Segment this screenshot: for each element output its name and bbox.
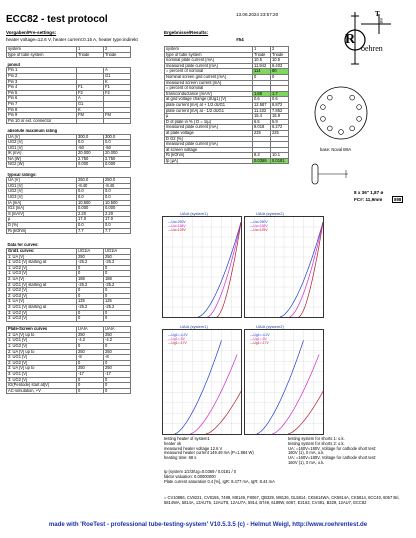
- left_table-cell: FM: [104, 113, 131, 119]
- base-dims: 8 x 36" 1,87 ø: [354, 190, 384, 195]
- right_table-cell: 0.6: [253, 97, 271, 103]
- left_table-cell: 0.0: [104, 195, 131, 201]
- left_table-cell: 0: [104, 271, 131, 277]
- left_table-cell: 1: UG1 [V] starting at: [7, 260, 77, 266]
- base-pin: [350, 126, 355, 131]
- left_table-cell: -25.2: [77, 282, 104, 288]
- left_table-cell: 0: [104, 293, 131, 299]
- chart1-legend-2: —Ua=188V: [168, 224, 186, 228]
- right_table-cell: 225: [271, 130, 289, 136]
- left_table-cell: F1: [104, 85, 131, 91]
- right_table-cell: 11.942: [253, 63, 271, 69]
- left_table-cell: 7.7: [104, 228, 131, 234]
- left_table-cell: 125: [77, 299, 104, 305]
- left_table-cell: -25.2: [77, 304, 104, 310]
- left_table-cell: 1: UA [V]: [7, 254, 77, 260]
- chart3-title: UAIA (system1): [180, 324, 208, 329]
- heater-info-line: heater ok: [164, 440, 182, 446]
- chart-curve: [206, 369, 241, 435]
- left_table-cell: 0: [77, 377, 104, 383]
- left_table-cell: K: [77, 107, 104, 113]
- left_table-cell: µ: [7, 217, 77, 223]
- chart2-legend-3: —Ua=125V: [250, 228, 268, 232]
- left_table-cell: 250: [77, 332, 104, 338]
- chart4-legend-2: —Ug1=-8V: [250, 337, 267, 341]
- left_table-cell: S [mA/V]: [7, 211, 77, 217]
- footer-credit: made with 'RoeTest - professional tube-testing-system' V10.5.3.5 (c) - Helmut Weigl, http://www.roehrentest.de: [48, 521, 368, 528]
- left_table-cell: Pin 1: [7, 68, 77, 74]
- base-pin: [327, 126, 332, 131]
- left_table-cell: 2: UG1 [V] starting at: [7, 282, 77, 288]
- test-datetime: 13.06.2024 23:57:20: [236, 12, 279, 17]
- left_table-cell: 0: [77, 360, 104, 366]
- left_table-cell: 3: UG1 [V]: [7, 372, 77, 378]
- left_table-cell: 17.0: [104, 217, 131, 223]
- left_table-cell: 0.000: [77, 206, 104, 212]
- left_table-cell: 250: [77, 254, 104, 260]
- left_table-cell: 0: [77, 344, 104, 350]
- right_table-cell: µ: [165, 114, 253, 120]
- chart4-legend-3: —Ug1=-17V: [250, 341, 269, 345]
- chart4-title: UAIA (system2): [256, 324, 284, 329]
- left_table-cell: A: [77, 96, 104, 102]
- right_table-cell: 6.272: [271, 125, 289, 131]
- left_table-cell: 0: [77, 310, 104, 316]
- left_table-cell: Data for curves:: [7, 243, 39, 248]
- results-table-wrap: [164, 46, 289, 164]
- chart4-legend-1: —Ug1=-4.2V: [250, 333, 270, 337]
- base-pin: [350, 95, 355, 100]
- left_table-cell: Ri [kOhm]: [7, 228, 77, 234]
- left_table-cell: 250.0: [104, 178, 131, 184]
- right_table-cell: 0.0181: [271, 158, 289, 164]
- left_table-cell: UG1 [V]: [7, 145, 77, 151]
- chart3-legend-2: —Ug1=-8V: [168, 337, 185, 341]
- base-fc: FC#: 11,9mm: [354, 197, 383, 202]
- logo-text-main: oehren: [361, 44, 383, 53]
- left_table-cell: 250: [104, 254, 131, 260]
- left_table-cell: 1: UG1 [V]: [7, 338, 77, 344]
- plate-curve-chart-system1: [162, 329, 242, 435]
- right_table-cell: tp [µA]: [165, 158, 253, 164]
- left_table-cell: UAIA: [104, 327, 131, 333]
- equivalent-tubes: = CV10886, CV8221, CV8155, 7489, M8149, F8067, QB329, M8136, GL5814, CK5814WA, CK5814A, CK5814, 6CC40, 6067 Bri, 5814WA, 5814A, 12AUT5, 12AUT8, 12AU7A, 5814, B749, 6189W, 6067, E2163, CV491, B329, 12AU7, ECC82: [164, 495, 400, 505]
- chart1-legend-1: —Ua=250V: [168, 220, 186, 224]
- base-pin: [357, 116, 362, 121]
- chart2-legend-2: —Ua=188V: [250, 224, 268, 228]
- left_table-cell: 1: UA [V] up to: [7, 332, 77, 338]
- base-code: 898: [394, 197, 402, 202]
- left_table-cell: 250: [104, 332, 131, 338]
- left_table-cell: 2: [104, 47, 131, 53]
- left_table-cell: 17.0: [77, 217, 104, 223]
- heater-info-line: testing heater of system1: [164, 436, 210, 441]
- left_table-cell: 0: [104, 310, 131, 316]
- right_table-cell: 1.7: [271, 91, 289, 97]
- left_table-cell: 0.0: [104, 189, 131, 195]
- left_table-cell: 0.0: [104, 223, 131, 229]
- left_table-cell: 3: UG3 [V]: [7, 316, 77, 322]
- left_table-cell: 3: UG1 [V] starting at: [7, 304, 77, 310]
- left_table-cell: 2: UG3 [V]: [7, 293, 77, 299]
- left_table-cell: 2: UA [V] up to: [7, 349, 77, 355]
- left_table-cell: -50: [104, 145, 131, 151]
- chart1-title: UAIA (system1): [180, 211, 208, 216]
- left-data-table: [6, 46, 131, 394]
- logo-letter-r: R: [345, 32, 356, 47]
- left_table-cell: 2: UG1 [V]: [7, 355, 77, 361]
- right_table-cell: 8.3: [253, 153, 271, 159]
- right_table-cell: D of plate in % ( D = 1/µ): [165, 119, 253, 125]
- right_table-cell: Triode: [253, 52, 271, 58]
- left_table-cell: 3: UG2 [V]: [7, 377, 77, 383]
- base-pin: [357, 105, 362, 110]
- logo-letter-t: T: [375, 10, 380, 18]
- left_table-cell: Grid1 curves:: [7, 248, 77, 254]
- left_table-cell: -50: [77, 145, 104, 151]
- shorts-info-line: testing system for shorts 2: o.k.: [288, 440, 345, 446]
- left_table-cell: 0: [77, 383, 104, 389]
- right_table-cell: plate current [mA] at + 1/2 dUG1: [165, 102, 253, 108]
- left_table-cell: Plate-Screen curves: [7, 327, 77, 333]
- left_table-cell: UAIA: [77, 327, 104, 333]
- right_table-cell: plate current [mA] at - 1/2 dUG1: [165, 108, 253, 114]
- left_table-cell: UA [V]: [7, 134, 77, 140]
- valuation-info-line: Ip (system 1/2/3/Ug=0.0369 / 0.0181 / 0: [164, 469, 237, 474]
- left_table-cell: NG2 [W]: [7, 162, 77, 168]
- left_table-cell: -8: [77, 355, 104, 361]
- left_table-cell: 0.0: [77, 189, 104, 195]
- right_table-cell: 8.872: [271, 102, 289, 108]
- right_table-cell: type of tube system: [165, 52, 253, 58]
- left_table-cell: 0.000: [104, 162, 131, 168]
- left_table-cell: IA [mA]: [7, 200, 77, 206]
- left_table-cell: 250: [77, 349, 104, 355]
- left_table-cell: UG3 [V]: [7, 195, 77, 201]
- left_table-cell: 7.7: [77, 228, 104, 234]
- left_table-cell: F1: [77, 85, 104, 91]
- left_table-cell: FM: [77, 113, 104, 119]
- left_table-cell: IG2 [mA]: [7, 206, 77, 212]
- left_table-cell: 0: [77, 316, 104, 322]
- left_table-cell: UG1 [V]: [7, 183, 77, 189]
- left_table-cell: -4.2: [77, 338, 104, 344]
- left_table-cell: 0: [104, 288, 131, 294]
- left_table-cell: -8.40: [104, 183, 131, 189]
- right_table-cell: 7.852: [271, 108, 289, 114]
- chart-curve: [257, 340, 304, 434]
- left_table-cell: 20.000: [104, 151, 131, 157]
- left_table-cell: 0.0: [104, 140, 131, 146]
- left_table-cell: 0: [104, 383, 131, 389]
- left_table-cell: 1: UG3 [V]: [7, 271, 77, 277]
- left_table-cell: 0: [77, 293, 104, 299]
- heater-info-line: heating time: 68 s: [164, 455, 197, 461]
- left_table-cell: -8.40: [77, 183, 104, 189]
- left_table-cell: 2: UG2 [V]: [7, 360, 77, 366]
- left_table-cell: Pin 7: [7, 101, 77, 107]
- right_table-cell: 225: [253, 130, 271, 136]
- right_table-cell: 15.4: [253, 114, 271, 120]
- tube-outline-drawing: [310, 160, 352, 188]
- left_table-cell: 250.0: [77, 178, 104, 184]
- left_table-cell: 300.0: [104, 134, 131, 140]
- left_table-cell: 3: UA [V]: [7, 299, 77, 305]
- shorts-info-line: 160V (1), 0 mA, o.k.: [288, 459, 325, 465]
- right_table-cell: Nominal screen grid current [mA]: [165, 74, 253, 80]
- presettings-text: heater voltage=12.6 V, heater current:0.15 A, heater type:indirekt: [6, 37, 138, 42]
- grid-curve-chart-system1: [162, 216, 242, 318]
- right_table-cell: = percent of nominal: [165, 86, 253, 92]
- left_table-cell: Pin 9: [7, 113, 77, 119]
- base-pin: [327, 95, 332, 100]
- right_table-cell: 16.9: [271, 114, 289, 120]
- left_table-cell: 0: [77, 388, 104, 394]
- left_table-cell: Pin 3: [7, 79, 77, 85]
- left_table-cell: -25.2: [104, 282, 131, 288]
- left_table-cell: 0.0: [77, 140, 104, 146]
- left_table-cell: pinout: [7, 62, 21, 67]
- chart3-legend-3: —Ug1=-17V: [168, 341, 187, 345]
- left_table-cell: Pin 10 or ext. connector: [7, 118, 77, 124]
- right_table-cell: at screen voltage: [165, 147, 253, 153]
- left_table-cell: K: [104, 79, 131, 85]
- right_table-cell: 114: [253, 69, 271, 75]
- right_table-cell: 5.9: [271, 119, 289, 125]
- left_table-cell: 0.000: [77, 162, 104, 168]
- results-table: [164, 46, 289, 164]
- left_table-cell: -17: [104, 372, 131, 378]
- left_table-cell: 0.000: [104, 206, 131, 212]
- left_table-cell: 0: [104, 344, 131, 350]
- left_table-cell: typical ratings:: [7, 172, 37, 177]
- right_table-cell: measured plate current [mA]: [165, 63, 253, 69]
- logo-text-top: est: [378, 18, 383, 24]
- right_table-cell: transconductance [mA/V]: [165, 91, 253, 97]
- right_table-cell: 10.1: [271, 153, 289, 159]
- left_table-cell: 0: [104, 360, 131, 366]
- left_table-cell: Triode: [104, 52, 131, 58]
- right_table-cell: 0: [271, 74, 289, 80]
- left_table-cell: 2.750: [104, 156, 131, 162]
- right_table-cell: 1.88: [253, 91, 271, 97]
- left_table-cell: D [%]: [7, 223, 77, 229]
- left_table-cell: UG1IA: [77, 248, 104, 254]
- right_table-cell: 0.6: [271, 97, 289, 103]
- right_table-cell: at grid voltage change (dUg1) [V]: [165, 97, 253, 103]
- left_table-cell: 2.20: [77, 211, 104, 217]
- left_table-cell: 10.500: [77, 200, 104, 206]
- shorts-info-line: UA: =160V=180V, Voltage for cathode short test:: [288, 445, 377, 451]
- shorts-info: [288, 437, 376, 466]
- chart-curve: [280, 222, 323, 317]
- left_table-cell: NA [W]: [7, 156, 77, 162]
- chart-curve: [272, 354, 319, 434]
- left_table-cell: 0.0: [77, 223, 104, 229]
- chart2-title: UAIA (system2): [256, 211, 284, 216]
- left_table-cell: F2: [104, 90, 131, 96]
- left_table-cell: G1: [104, 73, 131, 79]
- left_table-cell: Triode: [77, 52, 104, 58]
- chart-curve: [198, 222, 241, 317]
- right_table-cell: 1: [253, 47, 271, 53]
- left_table-cell: UG2 [V]: [7, 189, 77, 195]
- left_table-cell: 0: [77, 271, 104, 277]
- left_table-cell: 1: UG2 [V]: [7, 265, 77, 271]
- right_table-cell: 80: [271, 69, 289, 75]
- right_table-cell: measured plate current [mA]: [165, 142, 253, 148]
- left_table-cell: 0.0: [77, 195, 104, 201]
- left_table-cell: 0: [104, 316, 131, 322]
- right_table-cell: system: [165, 47, 253, 53]
- shorts-info-line: UA: =160V=180V, Voltage for cathode short test:: [288, 455, 377, 461]
- left_table-cell: 0: [77, 288, 104, 294]
- left_table-cell: -25.2: [104, 260, 131, 266]
- plate-curve-chart-system2: [244, 329, 324, 435]
- left_table-cell: Pin 2: [7, 73, 77, 79]
- right_table-cell: Triode: [271, 52, 289, 58]
- chart1-legend-3: —Ua=125V: [168, 228, 186, 232]
- left_table-cell: 188: [77, 276, 104, 282]
- right_table-cell: 12.587: [253, 102, 271, 108]
- left_table-cell: Pin 5: [7, 90, 77, 96]
- right_table-cell: measured plate current [mA]: [165, 125, 253, 131]
- left_table-cell: 2: UA [V]: [7, 276, 77, 282]
- left_table-cell: 0: [104, 377, 131, 383]
- left_table-cell: UG1IA: [104, 248, 131, 254]
- shorts-info-line: 160V (1), 0 mA, o.k.: [288, 450, 325, 456]
- left_table-cell: -4.2: [104, 338, 131, 344]
- right_table-cell: 2: [271, 47, 289, 53]
- left_table-cell: 0: [104, 388, 131, 394]
- left_table-cell: Pin 8: [7, 107, 77, 113]
- left_table-cell: 1: UG2 [V]: [7, 344, 77, 350]
- left_table-cell: 20.000: [77, 151, 104, 157]
- valuation-info: [164, 470, 275, 484]
- shorts-info-line: testing system for shorts 1: o.k.: [288, 436, 345, 441]
- grid-curve-chart-system2: [244, 216, 324, 318]
- left_table-cell: 2.750: [77, 156, 104, 162]
- left_table-cell: 1: [77, 47, 104, 53]
- chart-curve: [190, 354, 237, 434]
- left-data-table-wrap: [6, 46, 131, 394]
- right_table-cell: = percent of nominal: [165, 69, 253, 75]
- right_table-row: [165, 158, 289, 164]
- left_table-cell: -25.2: [77, 260, 104, 266]
- left_table-cell: F2: [77, 90, 104, 96]
- left_table-cell: AC-simulation, +V: [7, 388, 77, 394]
- valuation-info-line: Plate current saturation 0.4 [%], IgR: 8.477 mA, IgR: 8.44 mA: [164, 478, 275, 484]
- left_table-cell: 250: [77, 366, 104, 372]
- base-pin: [321, 116, 326, 121]
- left_table-cell: -17: [77, 372, 104, 378]
- chart-curve: [288, 369, 323, 435]
- right_table-cell: 11.432: [253, 108, 271, 114]
- left_table-cell: G1: [77, 101, 104, 107]
- left_table-cell: 0: [77, 265, 104, 271]
- left_table-cell: 2: UG2 [V]: [7, 288, 77, 294]
- left_table-cell: 10.500: [104, 200, 131, 206]
- right_table-cell: nominal plate current [mA]: [165, 58, 253, 64]
- left_table-cell: absolute maximum rating: [7, 128, 58, 133]
- noval-base-diagram: [308, 80, 374, 146]
- left_table-cell: type of tube system: [7, 52, 77, 58]
- right_table-cell: measured screen current [mA]: [165, 80, 253, 86]
- base-pin: [339, 130, 344, 135]
- chart3-legend-1: —Ug1=-4.2V: [168, 333, 188, 337]
- heater-info-line: measured heater current 149.49 mA (P=1.884 W): [164, 450, 254, 456]
- chart-curve: [175, 340, 222, 434]
- right_table-cell: 8.402: [271, 63, 289, 69]
- right_table-cell: 6.5: [253, 119, 271, 125]
- right_table-cell: at plate voltage: [165, 130, 253, 136]
- right_table-cell: 0.0369: [253, 158, 271, 164]
- left_table-cell: 300.0: [77, 134, 104, 140]
- right_table-cell: 9.018: [253, 125, 271, 131]
- right_table-cell: D G2 [%]: [165, 136, 253, 142]
- left_table-cell: A: [104, 68, 131, 74]
- left_table-cell: UG2 [V]: [7, 140, 77, 146]
- left_table-cell: IG(Pentode) start at[V]: [7, 383, 77, 389]
- roetest-logo: [343, 8, 399, 68]
- left_table-cell: Pin 6: [7, 96, 77, 102]
- base-label: base: Noval B9A: [320, 147, 352, 152]
- left_table-cell: 3: UG2 [V]: [7, 310, 77, 316]
- left_table-cell: system: [7, 47, 77, 53]
- right_table-cell: 0: [253, 74, 271, 80]
- right_table-cell: 10.5: [271, 58, 289, 64]
- chart2-legend-1: —Ua=250V: [250, 220, 268, 224]
- left_table-cell: -25.2: [104, 304, 131, 310]
- presettings-heading: Vorgaben/Pre-settings:: [6, 30, 57, 35]
- left_table-cell: 3: UA [V] up to: [7, 366, 77, 372]
- valuation-info-line: faktor valuation: 0.00000000: [164, 473, 216, 479]
- left_table-cell: Pin 4: [7, 85, 77, 91]
- left_table-cell: 2.20: [104, 211, 131, 217]
- left_table-cell: UA [V]: [7, 178, 77, 184]
- left_table-cell: -8: [104, 355, 131, 361]
- left_table-cell: IK [mA]: [7, 151, 77, 157]
- left_table-cell: 0: [104, 265, 131, 271]
- results-heading: Ergebnisse/Results:: [164, 30, 209, 35]
- left_table-cell: 125: [104, 299, 131, 305]
- base-pin: [321, 105, 326, 110]
- left_table-row: [7, 388, 131, 394]
- heater-info: [164, 437, 254, 461]
- left_table-cell: 250: [104, 366, 131, 372]
- left_table-cell: 250: [104, 349, 131, 355]
- right_table-cell: Ri [kOhm]: [165, 153, 253, 159]
- right_table-cell: 10.5: [253, 58, 271, 64]
- page-title: ECC82 - test protocol: [6, 14, 108, 25]
- left_table-cell: 188: [104, 276, 131, 282]
- results-id: #54: [236, 37, 244, 42]
- heater-info-line: measured heater voltage 12.6 V: [164, 445, 223, 451]
